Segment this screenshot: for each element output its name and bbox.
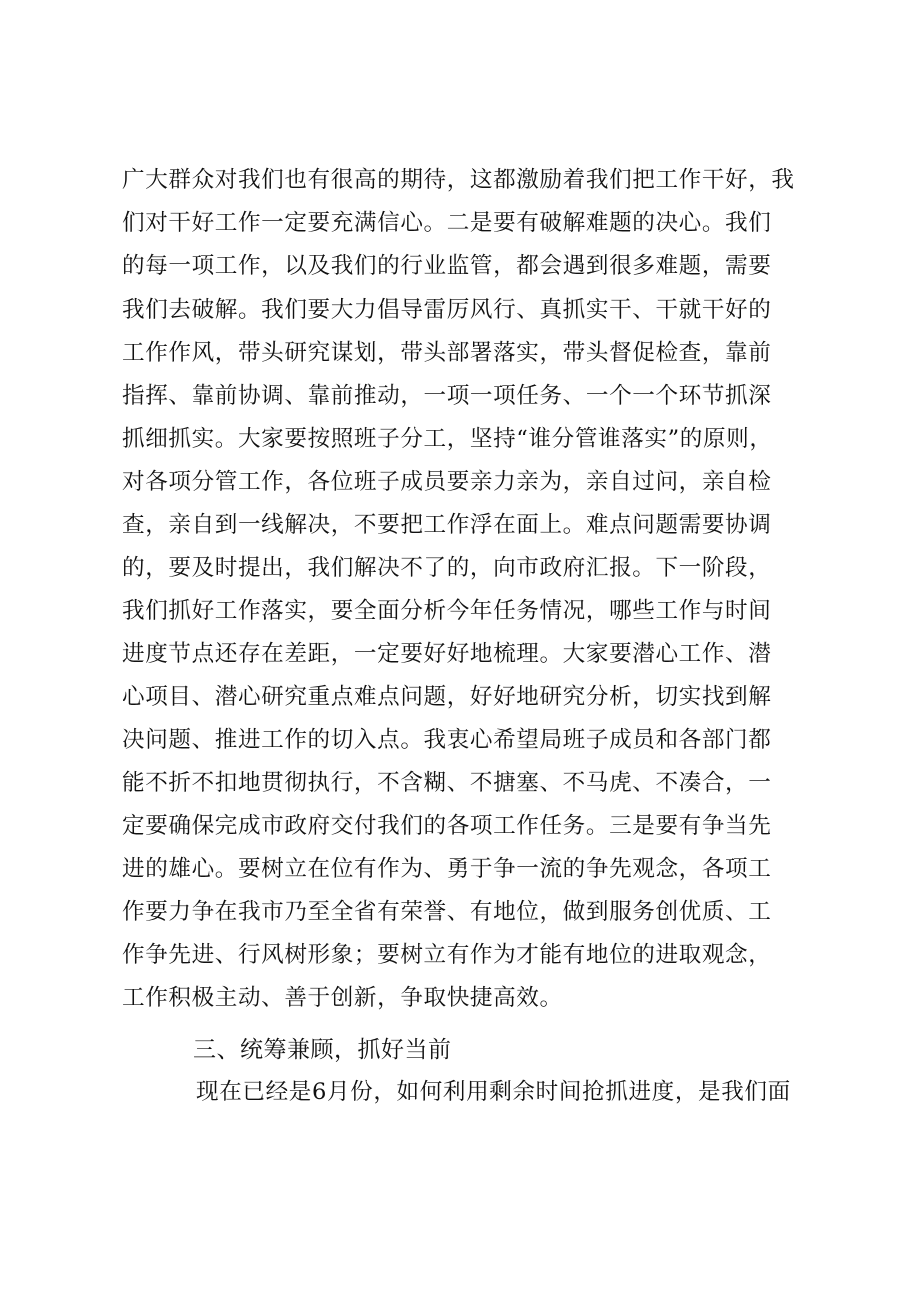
body-text-line: 我们去破解。我们要大力倡导雷厉风行、真抓实干、干就干好的 bbox=[122, 297, 772, 323]
body-text-line: 工作积极主动、善于创新，争取快捷高效。 bbox=[122, 985, 563, 1011]
body-text-line: 作要力争在我市乃至全省有荣誉、有地位，做到服务创优质、工 bbox=[122, 899, 772, 925]
body-text-line: 作争先进、行风树形象；要树立有作为才能有地位的进取观念， bbox=[122, 942, 772, 968]
body-text-line: 的每一项工作，以及我们的行业监管，都会遇到很多难题，需要 bbox=[122, 253, 772, 279]
body-text-line: 工作作风，带头研究谋划，带头部署落实，带头督促检查，靠前 bbox=[122, 340, 772, 366]
body-text-line: 进度节点还存在差距，一定要好好地梳理。大家要潜心工作、潜 bbox=[122, 641, 772, 667]
body-text-line: 心项目、潜心研究重点难点问题，好好地研究分析，切实找到解 bbox=[122, 684, 772, 710]
body-text-line: 决问题、推进工作的切入点。我衷心希望局班子成员和各部门都 bbox=[122, 727, 772, 753]
body-text-line: 查，亲自到一线解决，不要把工作浮在面上。难点问题需要协调 bbox=[122, 512, 772, 538]
body-text-line: 对各项分管工作，各位班子成员要亲力亲为，亲自过问，亲自检 bbox=[122, 469, 772, 495]
body-text-line: 指挥、靠前协调、靠前推动，一项一项任务、一个一个环节抓深 bbox=[122, 383, 772, 409]
paragraph-first-line: 现在已经是6月份，如何利用剩余时间抢抓进度，是我们面 bbox=[196, 1079, 791, 1105]
body-text-line: 进的雄心。要树立在位有作为、勇于争一流的争先观念，各项工 bbox=[122, 856, 772, 882]
body-text-line: 广大群众对我们也有很高的期待，这都激励着我们把工作干好，我 bbox=[122, 167, 795, 193]
body-text-line: 抓细抓实。大家要按照班子分工，坚持“谁分管谁落实”的原则， bbox=[122, 426, 773, 452]
body-text-line: 定要确保完成市政府交付我们的各项工作任务。三是要有争当先 bbox=[122, 813, 772, 839]
body-text-line: 的，要及时提出，我们解决不了的，向市政府汇报。下一阶段， bbox=[122, 555, 772, 581]
body-text-line: 我们抓好工作落实，要全面分析今年任务情况，哪些工作与时间 bbox=[122, 598, 772, 624]
body-text-line: 能不折不扣地贯彻执行，不含糊、不搪塞、不马虎、不凑合，一 bbox=[122, 770, 772, 796]
body-text-line: 们对干好工作一定要充满信心。二是要有破解难题的决心。我们 bbox=[122, 210, 772, 236]
section-heading: 三、统筹兼顾，抓好当前 bbox=[193, 1037, 452, 1063]
